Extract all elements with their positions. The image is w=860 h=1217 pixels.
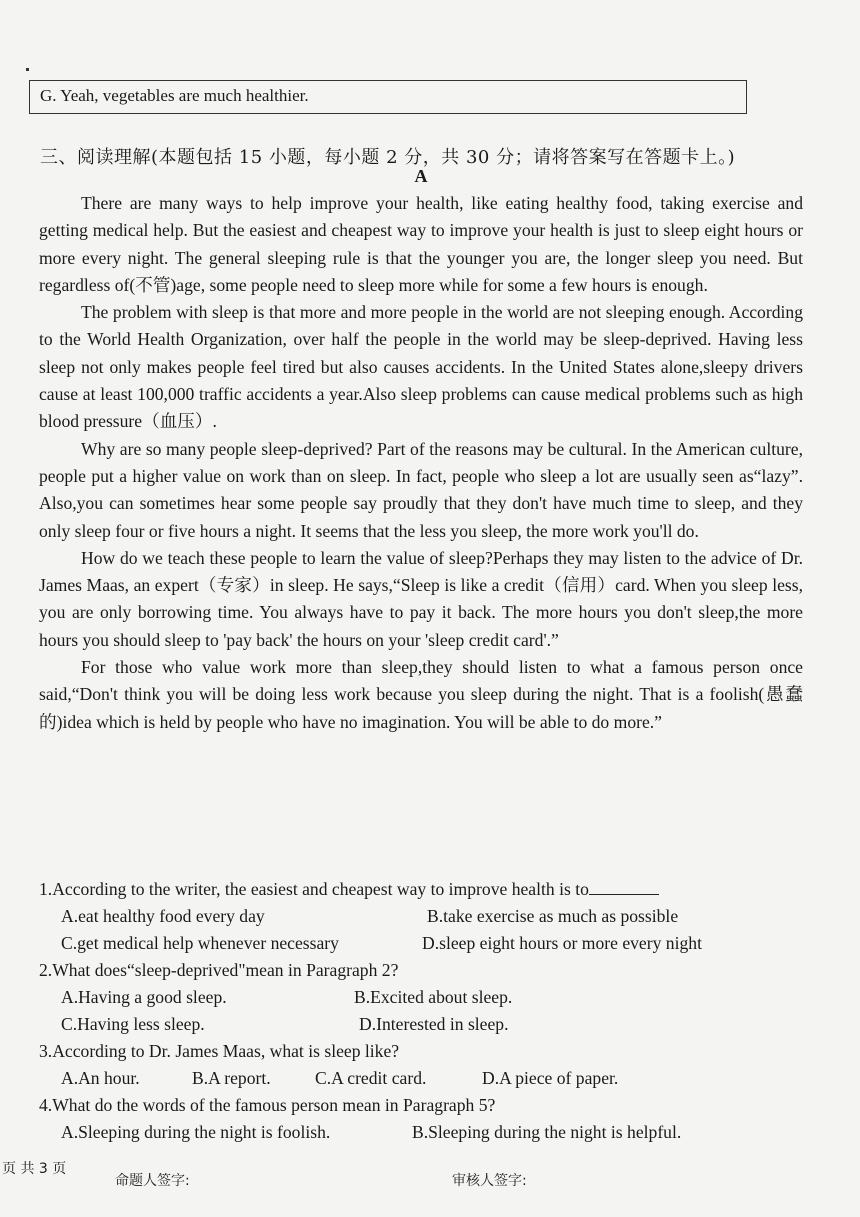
q4-option-a: A.Sleeping during the night is foolish. xyxy=(61,1122,331,1142)
q3-option-b: B.A report. xyxy=(192,1068,271,1088)
paragraph-5: For those who value work more than sleep,they should listen to what a famous person once said,“Don't think you will be doing less work because you sleep during the night. That is a foolish(愚蠢的)idea which is held by people who have no imagination. You will be able to do more.” xyxy=(39,657,803,732)
q1-option-d: D.sleep eight hours or more every night xyxy=(422,933,702,953)
q2-option-a: A.Having a good sleep. xyxy=(61,987,227,1007)
q2-option-c: C.Having less sleep. xyxy=(61,1014,205,1034)
q1-option-b: B.take exercise as much as possible xyxy=(427,906,679,926)
question-1 xyxy=(39,876,819,903)
question-4: 4.What do the words of the famous person mean in Paragraph 5? xyxy=(39,1095,496,1115)
paragraph-4: How do we teach these people to learn the value of sleep?Perhaps they may listen to the advice of Dr. James Maas, an expert（专家）in sleep. He says,“Sleep is like a credit（信用）card. When you sleep less, you are only borrowing time. You always have to pay it back. The more hours you don't sleep,the more hours you should sleep to 'pay back' the hours on your 'sleep credit card'.” xyxy=(39,547,803,650)
question-2: 2.What does“sleep-deprived"mean in Paragraph 2? xyxy=(39,960,399,980)
question-2-options-2 xyxy=(39,1011,819,1038)
question-3: 3.According to Dr. James Maas, what is sleep like? xyxy=(39,1041,400,1061)
q1-option-a: A.eat healthy food every day xyxy=(61,906,265,926)
question-3-options xyxy=(39,1065,819,1092)
q2-option-b: B.Excited about sleep. xyxy=(354,987,513,1007)
q2-option-d: D.Interested in sleep. xyxy=(359,1014,509,1034)
q3-option-a: A.An hour. xyxy=(61,1068,140,1088)
question-2-options xyxy=(39,984,819,1011)
option-g-box: G. Yeah, vegetables are much healthier. xyxy=(29,80,747,114)
q4-option-b: B.Sleeping during the night is helpful. xyxy=(412,1122,682,1142)
author-signature-label: 命题人签字: xyxy=(115,1173,190,1189)
question-list xyxy=(39,876,819,1146)
page-count: 页 共 3 页 xyxy=(2,1161,67,1177)
paragraph-1: There are many ways to help improve your health, like eating healthy food, taking exercise and getting medical help. But the easiest and cheapest way to improve your health is just to sleep eight hours or more every night. The general sleeping rule is that the younger you are, the longer sleep you need. But regardless of(不管)age, some people need to sleep more while for some a few hours is enough. xyxy=(39,193,803,295)
q3-option-d: D.A piece of paper. xyxy=(482,1068,619,1088)
answer-blank xyxy=(589,878,659,895)
reviewer-signature-label: 审核人签字: xyxy=(452,1173,527,1189)
question-1-stem: 1.According to the writer, the easiest and cheapest way to improve health is to xyxy=(39,879,589,899)
q1-option-c: C.get medical help whenever necessary xyxy=(61,933,339,953)
q3-option-c: C.A credit card. xyxy=(315,1068,427,1088)
paragraph-2: The problem with sleep is that more and more people in the world are not sleeping enough. According to the World Health Organization, over half the people in the world may be sleep-deprived. Having less sleep not only makes people feel tired but also causes accidents. In the United States alone,sleepy drivers cause at least 100,000 traffic accidents a year.Also sleep problems can cause medical problems such as high blood pressure（血压）. xyxy=(39,302,803,432)
passage-label: A xyxy=(414,166,428,186)
question-1-options xyxy=(39,903,819,930)
scan-mark xyxy=(26,68,29,71)
question-1-options-2 xyxy=(39,930,819,957)
section-heading: 三、阅读理解(本题包括 15 小题，每小题 2 分，共 30 分；请将答案写在答题卡上。) xyxy=(40,147,736,168)
reading-passage xyxy=(39,190,803,736)
paragraph-3: Why are so many people sleep-deprived? Part of the reasons may be cultural. In the American culture, people put a higher value on work than on sleep. In fact, people who sleep a lot are usually seen as“lazy”. Also,you can sometimes hear some people say proudly that they don't have much time to sleep, and they only sleep four or five hours a night. It seems that the less you sleep, the more work you'll do. xyxy=(39,438,803,541)
question-4-options xyxy=(39,1119,819,1146)
